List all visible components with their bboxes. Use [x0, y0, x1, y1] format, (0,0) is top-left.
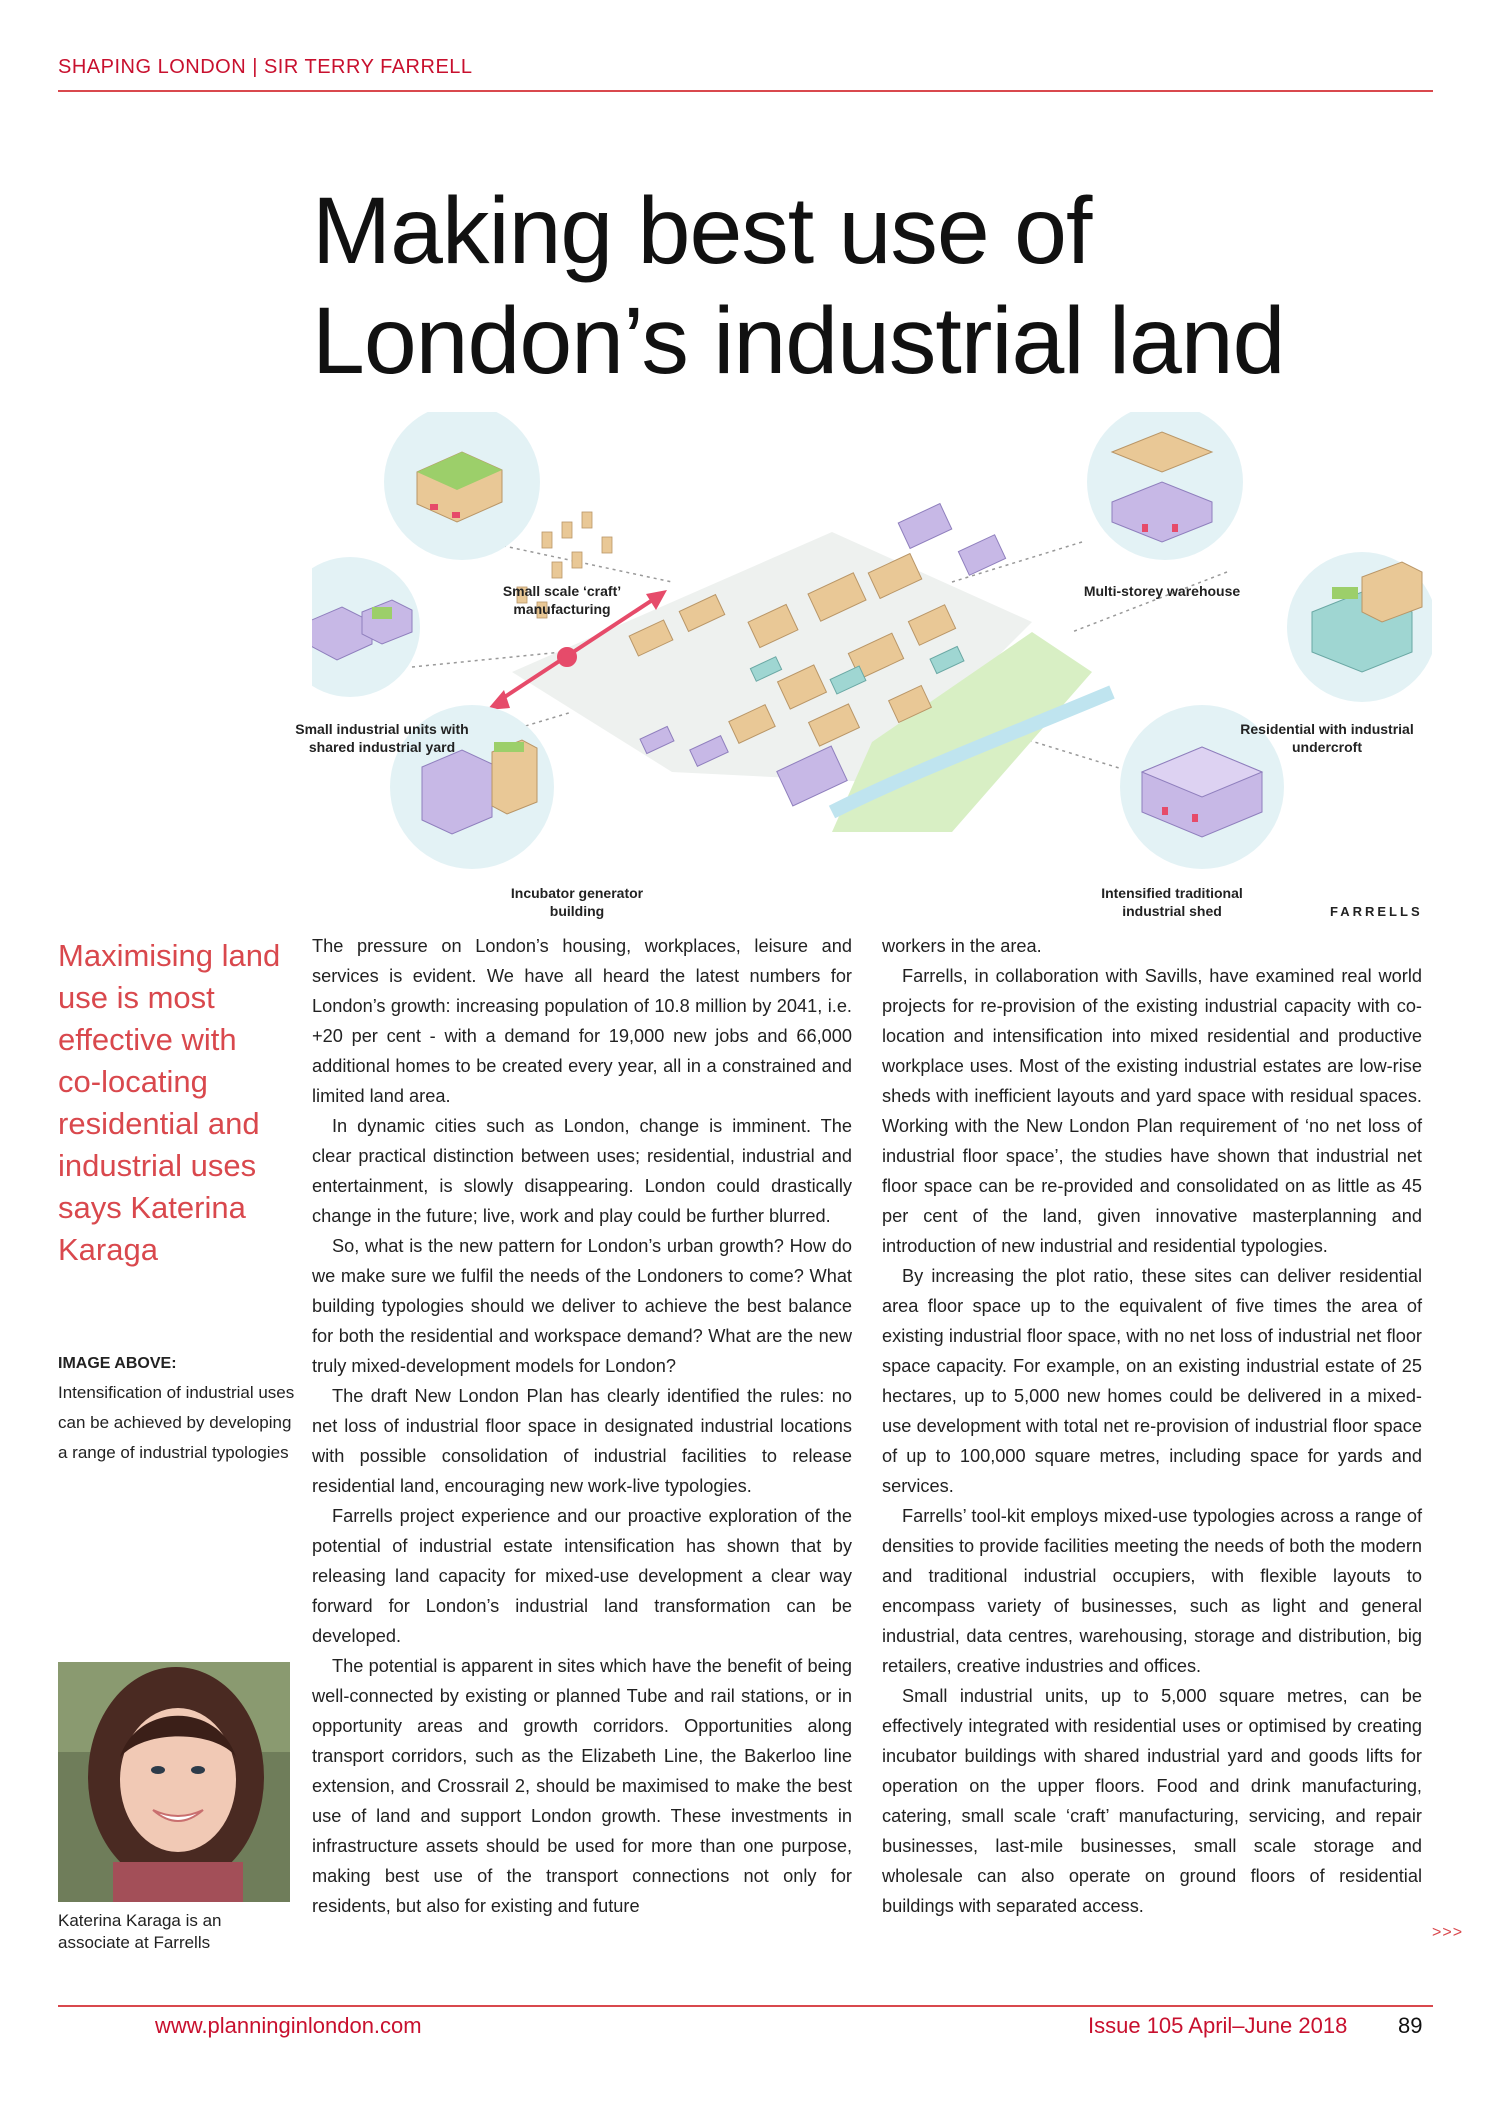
label-craft: Small scale ‘craft’ manufacturing	[502, 583, 622, 617]
image-caption: Intensification of industrial uses can be achieved by developing a range of industrial typologies	[58, 1383, 295, 1462]
running-head: SHAPING LONDON | SIR TERRY FARRELL	[58, 56, 473, 78]
central-masterplan	[487, 504, 1112, 832]
title-line-2: London’s industrial land	[312, 288, 1285, 394]
bubble-small-units	[312, 557, 420, 697]
footer-issue: Issue 105 April–June 2018	[1088, 2013, 1348, 2038]
label-intensified: Intensified traditional industrial shed	[1101, 885, 1243, 919]
image-caption-heading: IMAGE ABOVE:	[58, 1355, 177, 1372]
paragraph: Farrells’ tool-kit employs mixed-use typologies across a range of densities to provide facilities meeting the needs of both the modern and traditional industrial occupiers, with flexible layouts to encompass variety of businesses, such as light and general industrial, data centres, warehousing, storage and distribution, big retailers, creative industries and offices.	[882, 1506, 1422, 1676]
paragraph: The draft New London Plan has clearly identified the rules: no net loss of industrial floor space in designated industrial locations with possible consolidation of industrial facilities to release residential land, encouraging new work-live typologies.	[312, 1386, 852, 1496]
label-residential: Residential with industrial undercroft	[1240, 721, 1414, 755]
portrait-caption: Katerina Karaga is an associate at Farrells	[58, 1911, 222, 1952]
paragraph: In dynamic cities such as London, change is imminent. The clear practical distinction between uses; residential, industrial and entertainment, is slowly disappearing. London could drastically change in the future; live, work and play could be further blurred.	[312, 1116, 852, 1226]
portrait-photo	[58, 1662, 290, 1902]
continued-marker: >>>	[1432, 1924, 1464, 1941]
bubble-multistorey	[1087, 412, 1243, 560]
masterplan-illustration	[295, 412, 1432, 922]
bubble-residential	[1287, 552, 1432, 702]
paragraph: The potential is apparent in sites which have the benefit of being well-connected by existing or planned Tube and rail stations, or in opportunity areas and growth corridors. Opportunities along transport corridors, such as the Elizabeth Line, the Bakerloo line extension, and Crossrail 2, should be maximised to make the best use of land and support London growth. These investments in infrastructure assets should be used for more than one purpose, making best use of the transport connections not only for residents, but also for existing and future	[312, 1656, 852, 1916]
paragraph: Farrells project experience and our proactive exploration of the potential of industrial estate intensification has shown that by releasing land capacity for mixed-use development a clear way forward for London’s industrial land transformation can be developed.	[312, 1506, 852, 1646]
paragraph: So, what is the new pattern for London’s urban growth? How do we make sure we fulfil the needs of the Londoners to come? What building typologies should we deliver to achieve the best balance for both the residential and workspace demand? What are the new truly mixed-development models for London?	[312, 1236, 852, 1376]
bubble-craft	[384, 412, 540, 560]
label-incubator: Incubator generator building	[510, 885, 644, 919]
header-rule	[58, 90, 1433, 92]
paragraph: Farrells, in collaboration with Savills, have examined real world projects for re-provision of the existing industrial capacity with co-location and intensification into mixed residential and productive workplace uses. Most of the existing industrial estates are low-rise sheds with inefficient layouts and yard space with residual spaces. Working with the New London Plan requirement of ‘no net loss of industrial floor space’, the studies have shown that industrial net floor space can be re-provided and consolidated on as little as 45 per cent of the land, given innovative masterplanning and introduction of new industrial and residential typologies.	[882, 966, 1422, 1256]
standfirst: Maximising land use is most effective with co-locating residential and industrial uses says Katerina Karaga	[58, 938, 281, 1267]
paragraph: By increasing the plot ratio, these sites can deliver residential area floor space up to the equivalent of five times the area of existing industrial floor space, with no net loss of industrial net floor space capacity. For example, on an existing industrial estate of 25 hectares, up to 5,000 new homes could be delivered in a mixed-use development with total net re-provision of industrial floor space of up to 100,000 square metres, including space for yards and services.	[882, 1266, 1422, 1496]
body-column-2	[882, 931, 1422, 1921]
farrells-logo: FARRELLS	[1330, 904, 1423, 919]
footer-rule	[58, 2005, 1433, 2007]
label-multistorey: Multi-storey warehouse	[1083, 583, 1241, 599]
footer-website-link[interactable]: www.planninginlondon.com	[155, 2013, 422, 2038]
article-title	[312, 176, 1412, 396]
page-number: 89	[1398, 2013, 1423, 2038]
masterplan-graphic	[312, 412, 1432, 922]
paragraph: Small industrial units, up to 5,000 square metres, can be effectively integrated with residential uses or optimised by creating incubator buildings with shared industrial yard and goods lifts for operation on the upper floors. Food and drink manufacturing, catering, small scale ‘craft’ manufacturing, servicing, and repair businesses, last-mile businesses, small scale storage and wholesale can also operate on ground floors of residential buildings with separated access.	[882, 1686, 1422, 1916]
author-portrait	[58, 1662, 290, 1902]
label-small-units: Small industrial units with shared industrial yard	[295, 721, 469, 755]
title-line-1: Making best use of	[312, 178, 1092, 284]
body-column-1	[312, 931, 852, 1921]
paragraph-continuation: workers in the area.	[882, 936, 1042, 956]
paragraph: The pressure on London’s housing, workplaces, leisure and services is evident. We have all heard the latest numbers for London’s growth: increasing population of 10.8 million by 2041, i.e. +20 per cent - with a demand for 19,000 new jobs and 66,000 additional homes to be created every year, all in a constrained and limited land area.	[312, 936, 852, 1106]
